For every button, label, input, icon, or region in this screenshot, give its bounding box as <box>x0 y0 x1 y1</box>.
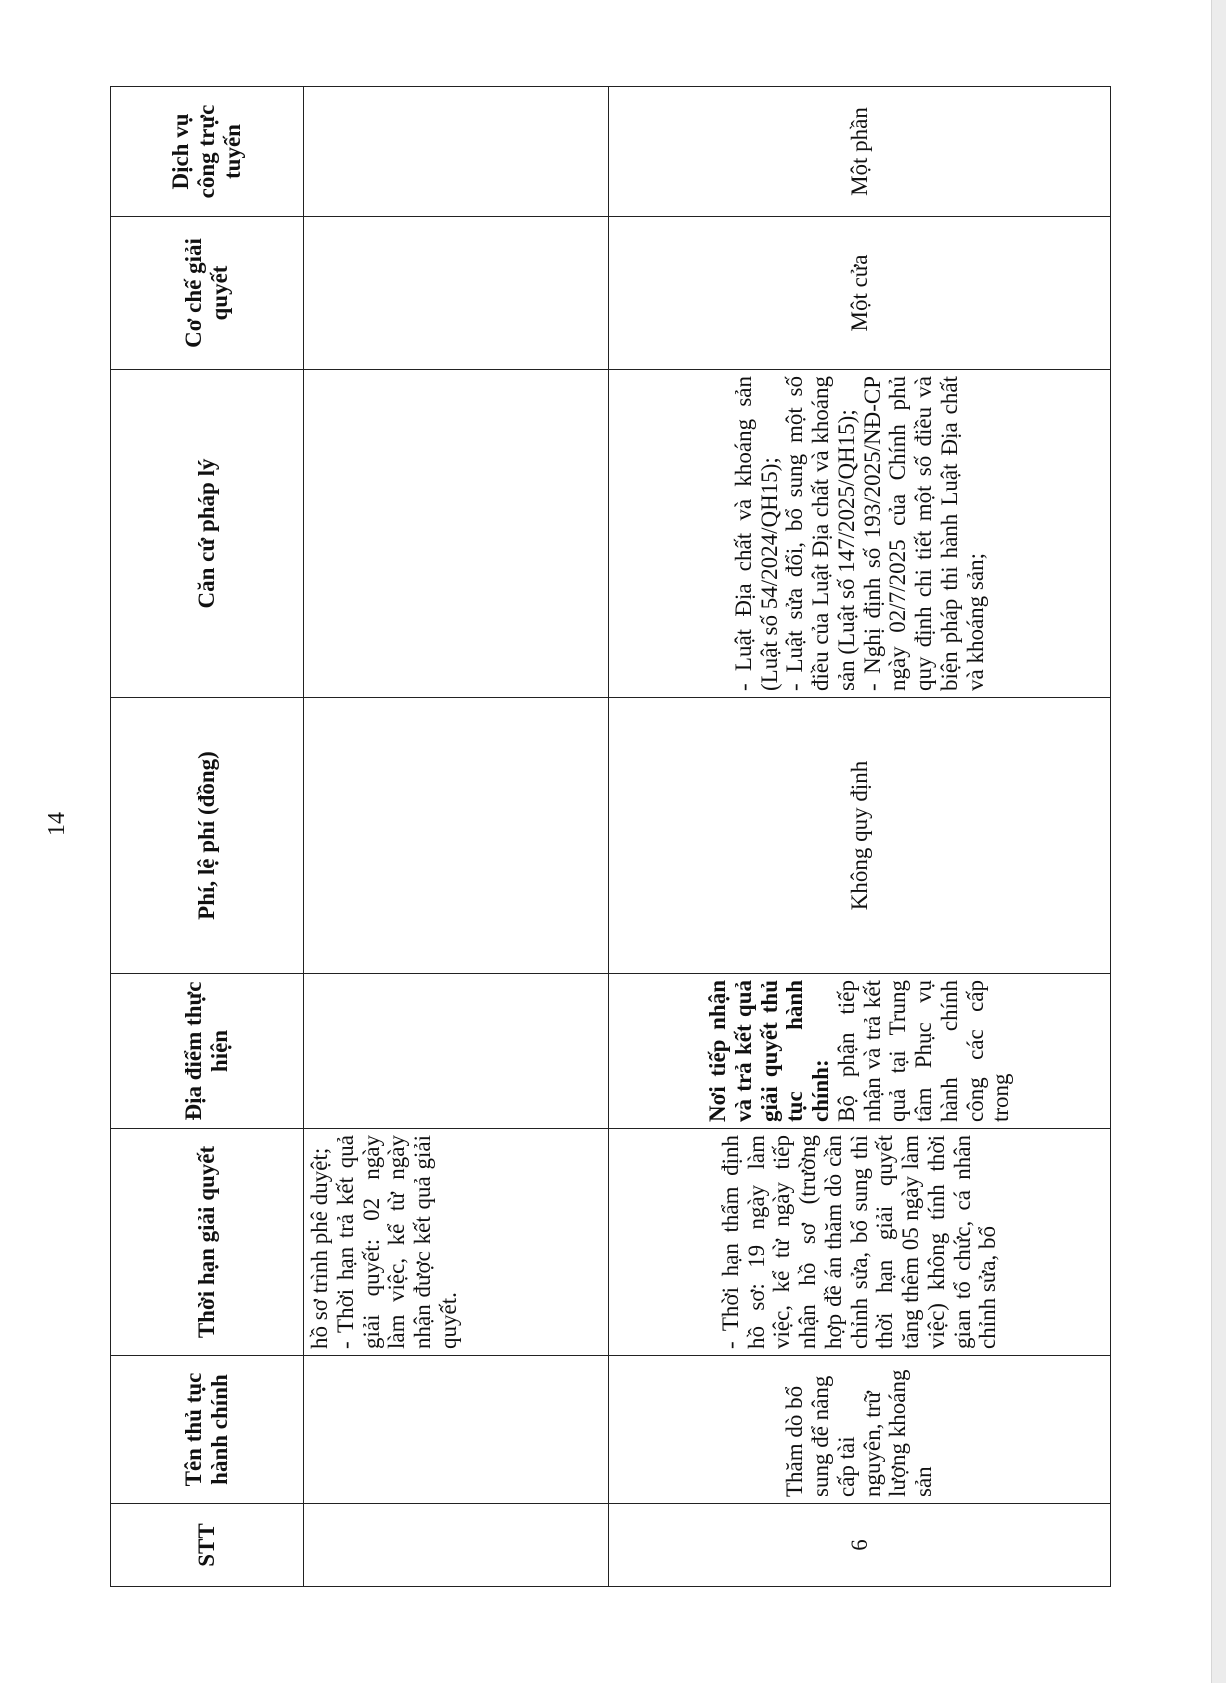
cell-stt <box>304 1504 609 1587</box>
thoi-han-line: - Thời hạn trả kết quả giải quyết: 02 ngày làm việc, kể từ ngày nhận được kết quả giải quyết. <box>332 1135 461 1349</box>
cell-ten-thu-tuc: Thăm dò bổ sung để nâng cấp tài nguyên, trữ lượng khoáng sản <box>609 1356 1111 1504</box>
cell-dia-diem <box>609 974 1111 1129</box>
cell-co-che <box>304 217 609 370</box>
page-number: 14 <box>44 812 70 836</box>
page-edge <box>1211 0 1226 1683</box>
cell-phi-le-phi <box>304 698 609 974</box>
cell-co-che: Một cửa <box>609 217 1111 370</box>
dia-diem-text: Bộ phận tiếp nhận và trả kết quả tại Trung tâm Phục vụ hành chính công các cấp trong <box>833 980 1014 1122</box>
cell-can-cu <box>609 370 1111 698</box>
table-row <box>609 87 1111 1587</box>
cell-ten-thu-tuc <box>304 1356 609 1504</box>
header-thoi-han: Thời hạn giải quyết <box>111 1129 304 1356</box>
header-dich-vu: Dịch vụ công trực tuyến <box>111 87 304 217</box>
header-ten-thu-tuc: Tên thủ tục hành chính <box>111 1356 304 1504</box>
can-cu-item: - Luật Địa chất và khoáng sản (Luật số 54/2024/QH15); <box>730 376 782 691</box>
header-can-cu: Căn cứ pháp lý <box>111 370 304 698</box>
cell-dia-diem <box>304 974 609 1129</box>
cell-dich-vu: Một phần <box>609 87 1111 217</box>
cell-dich-vu <box>304 87 609 217</box>
dia-diem-heading: Nơi tiếp nhận và trả kết quả giải quyết thủ tục hành chính: <box>705 980 833 1122</box>
cell-phi-le-phi: Không quy định <box>609 698 1111 974</box>
thoi-han-line: hồ sơ trình phê duyệt; <box>307 1147 332 1349</box>
header-row <box>111 87 304 1587</box>
header-dia-diem: Địa điểm thực hiện <box>111 974 304 1129</box>
cell-stt: 6 <box>609 1504 1111 1587</box>
procedure-table <box>110 86 1111 1587</box>
header-phi-le-phi: Phí, lệ phí (đồng) <box>111 698 304 974</box>
header-co-che: Cơ chế giải quyết <box>111 217 304 370</box>
rotated-table-sheet <box>110 87 1095 1587</box>
dia-diem-content <box>705 980 1014 1122</box>
cell-thoi-han <box>609 1129 1111 1356</box>
header-stt: STT <box>111 1504 304 1587</box>
table-row <box>304 87 609 1587</box>
cell-thoi-han <box>304 1129 609 1356</box>
can-cu-item: - Nghị định số 193/2025/NĐ-CP ngày 02/7/2025 của Chính phủ quy định chi tiết một số điều và biện pháp thi hành Luật Địa chất và khoáng sản; <box>859 376 988 691</box>
can-cu-item: - Luật sửa đổi, bổ sung một số điều của Luật Địa chất và khoáng sản (Luật số 147/2025/QH15); <box>782 376 859 691</box>
thoi-han-text: - Thời hạn thẩm định hồ sơ: 19 ngày làm việc, kể từ ngày tiếp nhận hồ sơ (trường hợp đề án thăm dò cần chỉnh sửa, bổ sung thì thời hạn giải quyết tăng thêm 05 ngày làm việc) không tính thời gian tổ chức, cá nhân chỉnh sửa, bổ <box>717 1135 1001 1349</box>
cell-can-cu <box>304 370 609 698</box>
